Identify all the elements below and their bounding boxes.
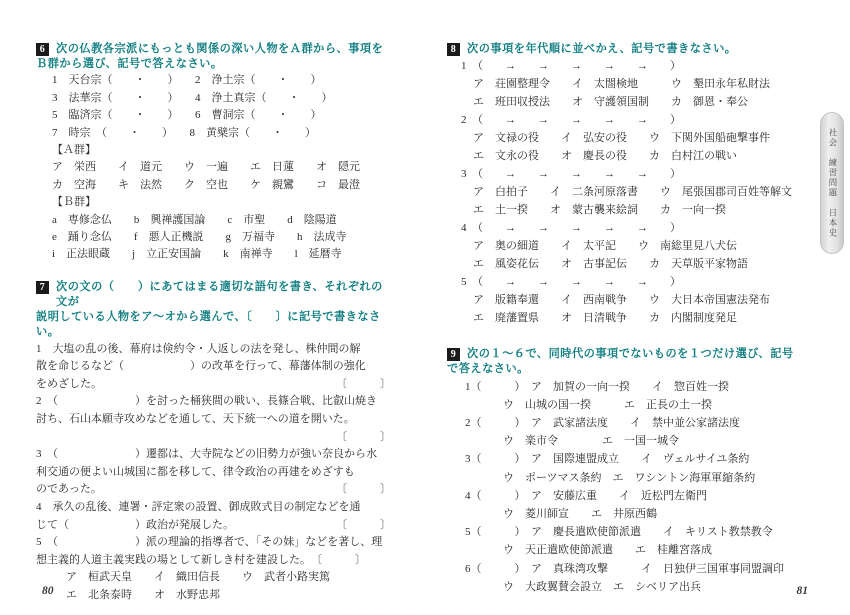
q8-option-row: ア 版籍奉還 イ 西南戦争 ウ 大日本帝国憲法発布 xyxy=(473,294,770,307)
q7-item-no: 5 xyxy=(36,536,42,549)
q8-option-row: エ 土一揆 オ 蒙古襲来絵詞 カ 一向一揆 xyxy=(473,204,726,217)
section-side-tab xyxy=(820,112,844,254)
q9-item-row xyxy=(447,414,807,432)
question-9-prompt-line2: で答えなさい。 xyxy=(447,363,529,376)
q9-item-row2 xyxy=(447,396,807,414)
q8-option-row: エ 文永の役 オ 慶長の役 カ 白村江の戦い xyxy=(473,150,737,163)
q9-item-row2 xyxy=(447,505,807,523)
q9-item-row2 xyxy=(447,432,807,450)
question-7-number: 7 xyxy=(36,281,49,294)
q8-answer-sequence[interactable]: （ → → → → → ） xyxy=(477,222,681,235)
q6-group-b-row: a 専修念仏 b 興禅護国論 c 市聖 d 陰陽道 xyxy=(52,213,337,226)
q7-item-text: じて（ ）政治が発展した。 xyxy=(36,518,234,531)
q7-item-text: のであった。 xyxy=(36,483,102,496)
q8-item-no: 3 xyxy=(461,168,467,181)
q6-group-b-row: e 踊り念仏 f 悪人正機説 g 万福寺 h 法成寺 xyxy=(52,231,347,244)
q9-item-no: 6 xyxy=(465,562,471,575)
question-9-block xyxy=(447,347,807,596)
q7-item-no: 3 xyxy=(36,448,42,461)
q7-item xyxy=(36,341,391,394)
question-6-number: 6 xyxy=(36,43,49,56)
question-6-prompt xyxy=(36,42,391,72)
question-9-prompt-line1: 次の１〜６で、同時代の事項でないものを１つだけ選び、記号 xyxy=(467,348,794,361)
q6-pair-row: 3 法華宗（ ・ ） 4 浄土真宗（ ・ ） xyxy=(52,91,333,104)
q8-option-row: ア 荘園整理令 イ 太閤検地 ウ 墾田永年私財法 xyxy=(473,78,770,91)
q6-item-name: 浄土真宗 xyxy=(211,91,256,104)
q9-option-text: ウ 楽市令 エ 一国一城令 xyxy=(503,435,679,448)
q8-item-no: 5 xyxy=(461,276,467,289)
question-7-prompt xyxy=(36,280,391,341)
q6-pair-row: 5 臨済宗（ ・ ） 6 曹洞宗（ ・ ） xyxy=(52,109,322,122)
left-page-content xyxy=(36,42,391,615)
q7-item-no: 4 xyxy=(36,501,42,514)
question-7-prompt-line2: 説明している人物をア〜オから選んで、〔 〕に記号で書きなさい。 xyxy=(36,311,381,339)
q9-answer-box[interactable]: （ ） xyxy=(470,562,520,575)
q8-answer-sequence[interactable]: （ → → → → → ） xyxy=(477,114,681,127)
q6-item-name: 時宗 xyxy=(68,126,91,139)
q9-option-text: ア 真珠湾攻撃 イ 日独伊三国軍事同盟調印 xyxy=(531,562,784,575)
q7-item-line xyxy=(36,393,391,411)
q6-item-no: 6 xyxy=(195,109,201,122)
q9-answer-box[interactable]: （ ） xyxy=(470,526,520,539)
section-side-tab-label: 社会 練習問題 日本史 xyxy=(828,128,837,238)
q9-option-text: ア 安藤広重 イ 近松門左衛門 xyxy=(531,489,707,502)
q7-item-text: （ ）を討った桶狭間の戦い、長篠合戦、比叡山焼き xyxy=(52,395,377,408)
q6-item-name: 天台宗 xyxy=(68,74,102,87)
q7-answer-bracket[interactable]: 〔 〕 xyxy=(336,430,391,443)
q7-item-line xyxy=(36,481,391,499)
q8-option-row: ア 文禄の役 イ 弘安の役 ウ 下関外国船砲撃事件 xyxy=(473,132,770,145)
q7-item-text: 想主義的人道主義実践の場として新しき村を建設した。 xyxy=(36,553,306,566)
question-9-prompt xyxy=(447,347,807,377)
q7-item-line xyxy=(36,376,391,394)
question-9-number: 9 xyxy=(447,348,460,361)
q7-item-line xyxy=(36,341,391,359)
q7-answer-bracket[interactable]: 〔 〕 xyxy=(336,483,391,496)
q6-item-name: 浄土宗 xyxy=(211,74,245,87)
q6-group-b-row: i 正法眼蔵 j 立正安国論 k 南禅寺 l 延暦寺 xyxy=(52,248,342,261)
q6-item-no: 5 xyxy=(52,109,58,122)
q8-arrow-row[interactable] xyxy=(447,219,807,237)
q9-item-no: 1 xyxy=(465,380,471,393)
q9-item-row2 xyxy=(447,541,807,559)
question-6-prompt-line2: Ｂ群から選び、記号で答えなさい。 xyxy=(36,58,223,71)
q7-item-no: 2 xyxy=(36,395,42,408)
q9-option-text: ア 国際連盟成立 イ ヴェルサイユ条約 xyxy=(531,453,750,466)
q6-item-name: 黄檗宗 xyxy=(206,126,239,139)
q6-item-no: 7 xyxy=(52,126,58,139)
right-page xyxy=(425,0,850,615)
question-8-heading xyxy=(447,42,807,57)
q7-choices-row: ア 桓武天皇 イ 織田信長 ウ 武者小路実篤 xyxy=(66,571,330,584)
question-6-heading xyxy=(36,42,391,72)
q9-option-text: ウ 大政翼賛会設立 エ シベリア出兵 xyxy=(503,580,701,593)
q7-bracket-line xyxy=(36,429,391,447)
q7-choices-row: エ 北条泰時 オ 水野忠邦 xyxy=(66,588,220,601)
q8-answer-sequence[interactable]: （ → → → → → ） xyxy=(477,168,681,181)
q6-item-name: 臨済宗 xyxy=(68,109,102,122)
q7-item-line xyxy=(36,534,391,552)
question-8-prompt: 次の事項を年代順に並べかえ、記号で書きなさい。 xyxy=(467,43,737,55)
q6-item-no: 1 xyxy=(52,74,58,87)
q9-answer-box[interactable]: （ ） xyxy=(470,417,520,430)
q9-option-text: ウ 山城の国一揆 エ 正長の土一揆 xyxy=(503,398,712,411)
q8-option-row: ア 奥の細道 イ 太平記 ウ 南総里見八犬伝 xyxy=(473,240,737,253)
q9-item-no: 5 xyxy=(465,526,471,539)
q6-group-a-row: ア 栄西 イ 道元 ウ 一遍 エ 日蓮 オ 隠元 xyxy=(52,161,360,174)
q6-group-a-row: カ 空海 キ 法然 ク 空也 ケ 親鸞 コ 最澄 xyxy=(52,178,360,191)
q6-item-name: 法華宗 xyxy=(68,91,102,104)
q7-item-line: 散を命じるなど（ ）の改革を行って、幕藩体制の強化 xyxy=(36,360,366,373)
right-page-content xyxy=(447,42,807,610)
question-7-block xyxy=(36,280,391,604)
q8-option-row: ア 白拍子 イ 二条河原落書 ウ 尾張国郡司百姓等解文 xyxy=(473,186,792,199)
q6-pair-row: 1 天台宗（ ・ ） 2 浄土宗（ ・ ） xyxy=(52,74,322,87)
q9-item-row2 xyxy=(447,578,807,596)
question-9-heading xyxy=(447,347,807,377)
q9-option-text: ウ ポーツマス条約 エ ワシントン海軍軍縮条約 xyxy=(503,471,756,484)
q9-option-text: ア 慶長遣欧使節派遣 イ キリスト教禁教令 xyxy=(531,526,773,539)
q6-item-name: 曹洞宗 xyxy=(211,109,245,122)
q7-item-text: をめざした。 xyxy=(36,377,102,390)
q7-item-line xyxy=(36,552,391,570)
q8-answer-sequence[interactable]: （ → → → → → ） xyxy=(477,60,681,73)
q7-item-line xyxy=(36,517,391,535)
q9-item-row xyxy=(447,450,807,468)
q9-option-text: ウ 菱川師宣 エ 井原西鶴 xyxy=(503,508,657,521)
q6-group-a-label: 【Ａ群】 xyxy=(52,144,96,157)
q8-answer-sequence[interactable]: （ → → → → → ） xyxy=(477,276,681,289)
question-8-block xyxy=(447,42,807,327)
question-8-number: 8 xyxy=(447,43,460,56)
q7-item-line: 討ち、石山本願寺攻めなどを通して、天下統一への道を開いた。 xyxy=(36,413,355,426)
q9-item-row xyxy=(447,378,807,396)
q9-item-no: 4 xyxy=(465,489,471,502)
question-6-prompt-line1: 次の仏教各宗派にもっとも関係の深い人物をＡ群から、事項を xyxy=(56,43,384,55)
q9-item-row xyxy=(447,560,807,578)
q6-item-no: 3 xyxy=(52,91,58,104)
q9-option-text: ア 武家諸法度 イ 禁中並公家諸法度 xyxy=(531,417,740,430)
q9-answer-box[interactable]: （ ） xyxy=(470,380,520,393)
q8-item-no: 1 xyxy=(461,60,467,73)
page-number-left: 80 xyxy=(42,585,54,597)
q7-item xyxy=(36,393,391,446)
q8-item-no: 4 xyxy=(461,222,467,235)
q8-option-row: エ 班田収授法 オ 守護領国制 カ 御恩・奉公 xyxy=(473,96,748,109)
q9-answer-box[interactable]: （ ） xyxy=(470,489,520,502)
q6-item-no: 4 xyxy=(195,91,201,104)
q6-group-b-label: 【Ｂ群】 xyxy=(52,196,96,209)
q7-item-text: 大塩の乱の後、幕府は倹約令・人返しの法を発し、株仲間の解 xyxy=(52,342,361,355)
q8-arrow-row[interactable] xyxy=(447,57,807,75)
question-7-prompt-line1: 次の文の（ ）にあてはまる適切な語句を書き、それぞれの文が xyxy=(56,280,383,309)
q7-answer-bracket[interactable]: 〔 〕 xyxy=(336,518,391,531)
q6-pair-row: 7 時宗 （ ・ ） 8 黄檗宗（ ・ ） xyxy=(52,126,316,139)
question-6-block xyxy=(36,42,391,264)
q9-item-row xyxy=(447,523,807,541)
q9-answer-box[interactable]: （ ） xyxy=(470,453,520,466)
q8-option-row: エ 風姿花伝 オ 古事記伝 カ 天草版平家物語 xyxy=(473,258,748,271)
q9-item-no: 2 xyxy=(465,417,471,430)
q8-arrow-row[interactable] xyxy=(447,165,807,183)
q8-arrow-row[interactable] xyxy=(447,111,807,129)
q7-item xyxy=(36,499,391,534)
q6-item-no: 2 xyxy=(195,74,201,87)
q7-item xyxy=(36,534,391,569)
q7-item-no: 1 xyxy=(36,342,42,355)
q7-item xyxy=(36,446,391,499)
q9-option-text: ウ 天正遣欧使節派遣 エ 桂離宮落成 xyxy=(503,544,712,557)
q7-item-line: 利交通の便よい山城国に都を移して、律令政治の再建をめざすも xyxy=(36,465,355,478)
q7-answer-bracket[interactable]: 〔 〕 xyxy=(316,553,366,566)
q6-item-no: 8 xyxy=(189,126,195,139)
page-number-right: 81 xyxy=(796,585,808,597)
q8-item-no: 2 xyxy=(461,114,467,127)
q8-arrow-row[interactable] xyxy=(447,273,807,291)
q7-item-text: 承久の乱後、連署・評定衆の設置、御成敗式目の制定などを通 xyxy=(52,501,361,514)
q7-item-text: （ ）派の理論的指導者で、「その妹」などを著し、理 xyxy=(52,536,383,549)
q7-item-line xyxy=(36,446,391,464)
q7-answer-bracket[interactable]: 〔 〕 xyxy=(336,377,391,390)
question-7-heading xyxy=(36,280,391,341)
q8-option-row: エ 廃藩置県 オ 日清戦争 カ 内閣制度発足 xyxy=(473,312,737,325)
q9-option-text: ア 加賀の一向一揆 イ 惣百姓一揆 xyxy=(531,380,729,393)
q7-item-text: （ ）遷都は、大寺院などの旧勢力が強い奈良から水 xyxy=(52,448,377,461)
q7-item-line xyxy=(36,499,391,517)
q9-item-no: 3 xyxy=(465,453,471,466)
q9-item-row xyxy=(447,487,807,505)
q9-item-row2 xyxy=(447,469,807,487)
